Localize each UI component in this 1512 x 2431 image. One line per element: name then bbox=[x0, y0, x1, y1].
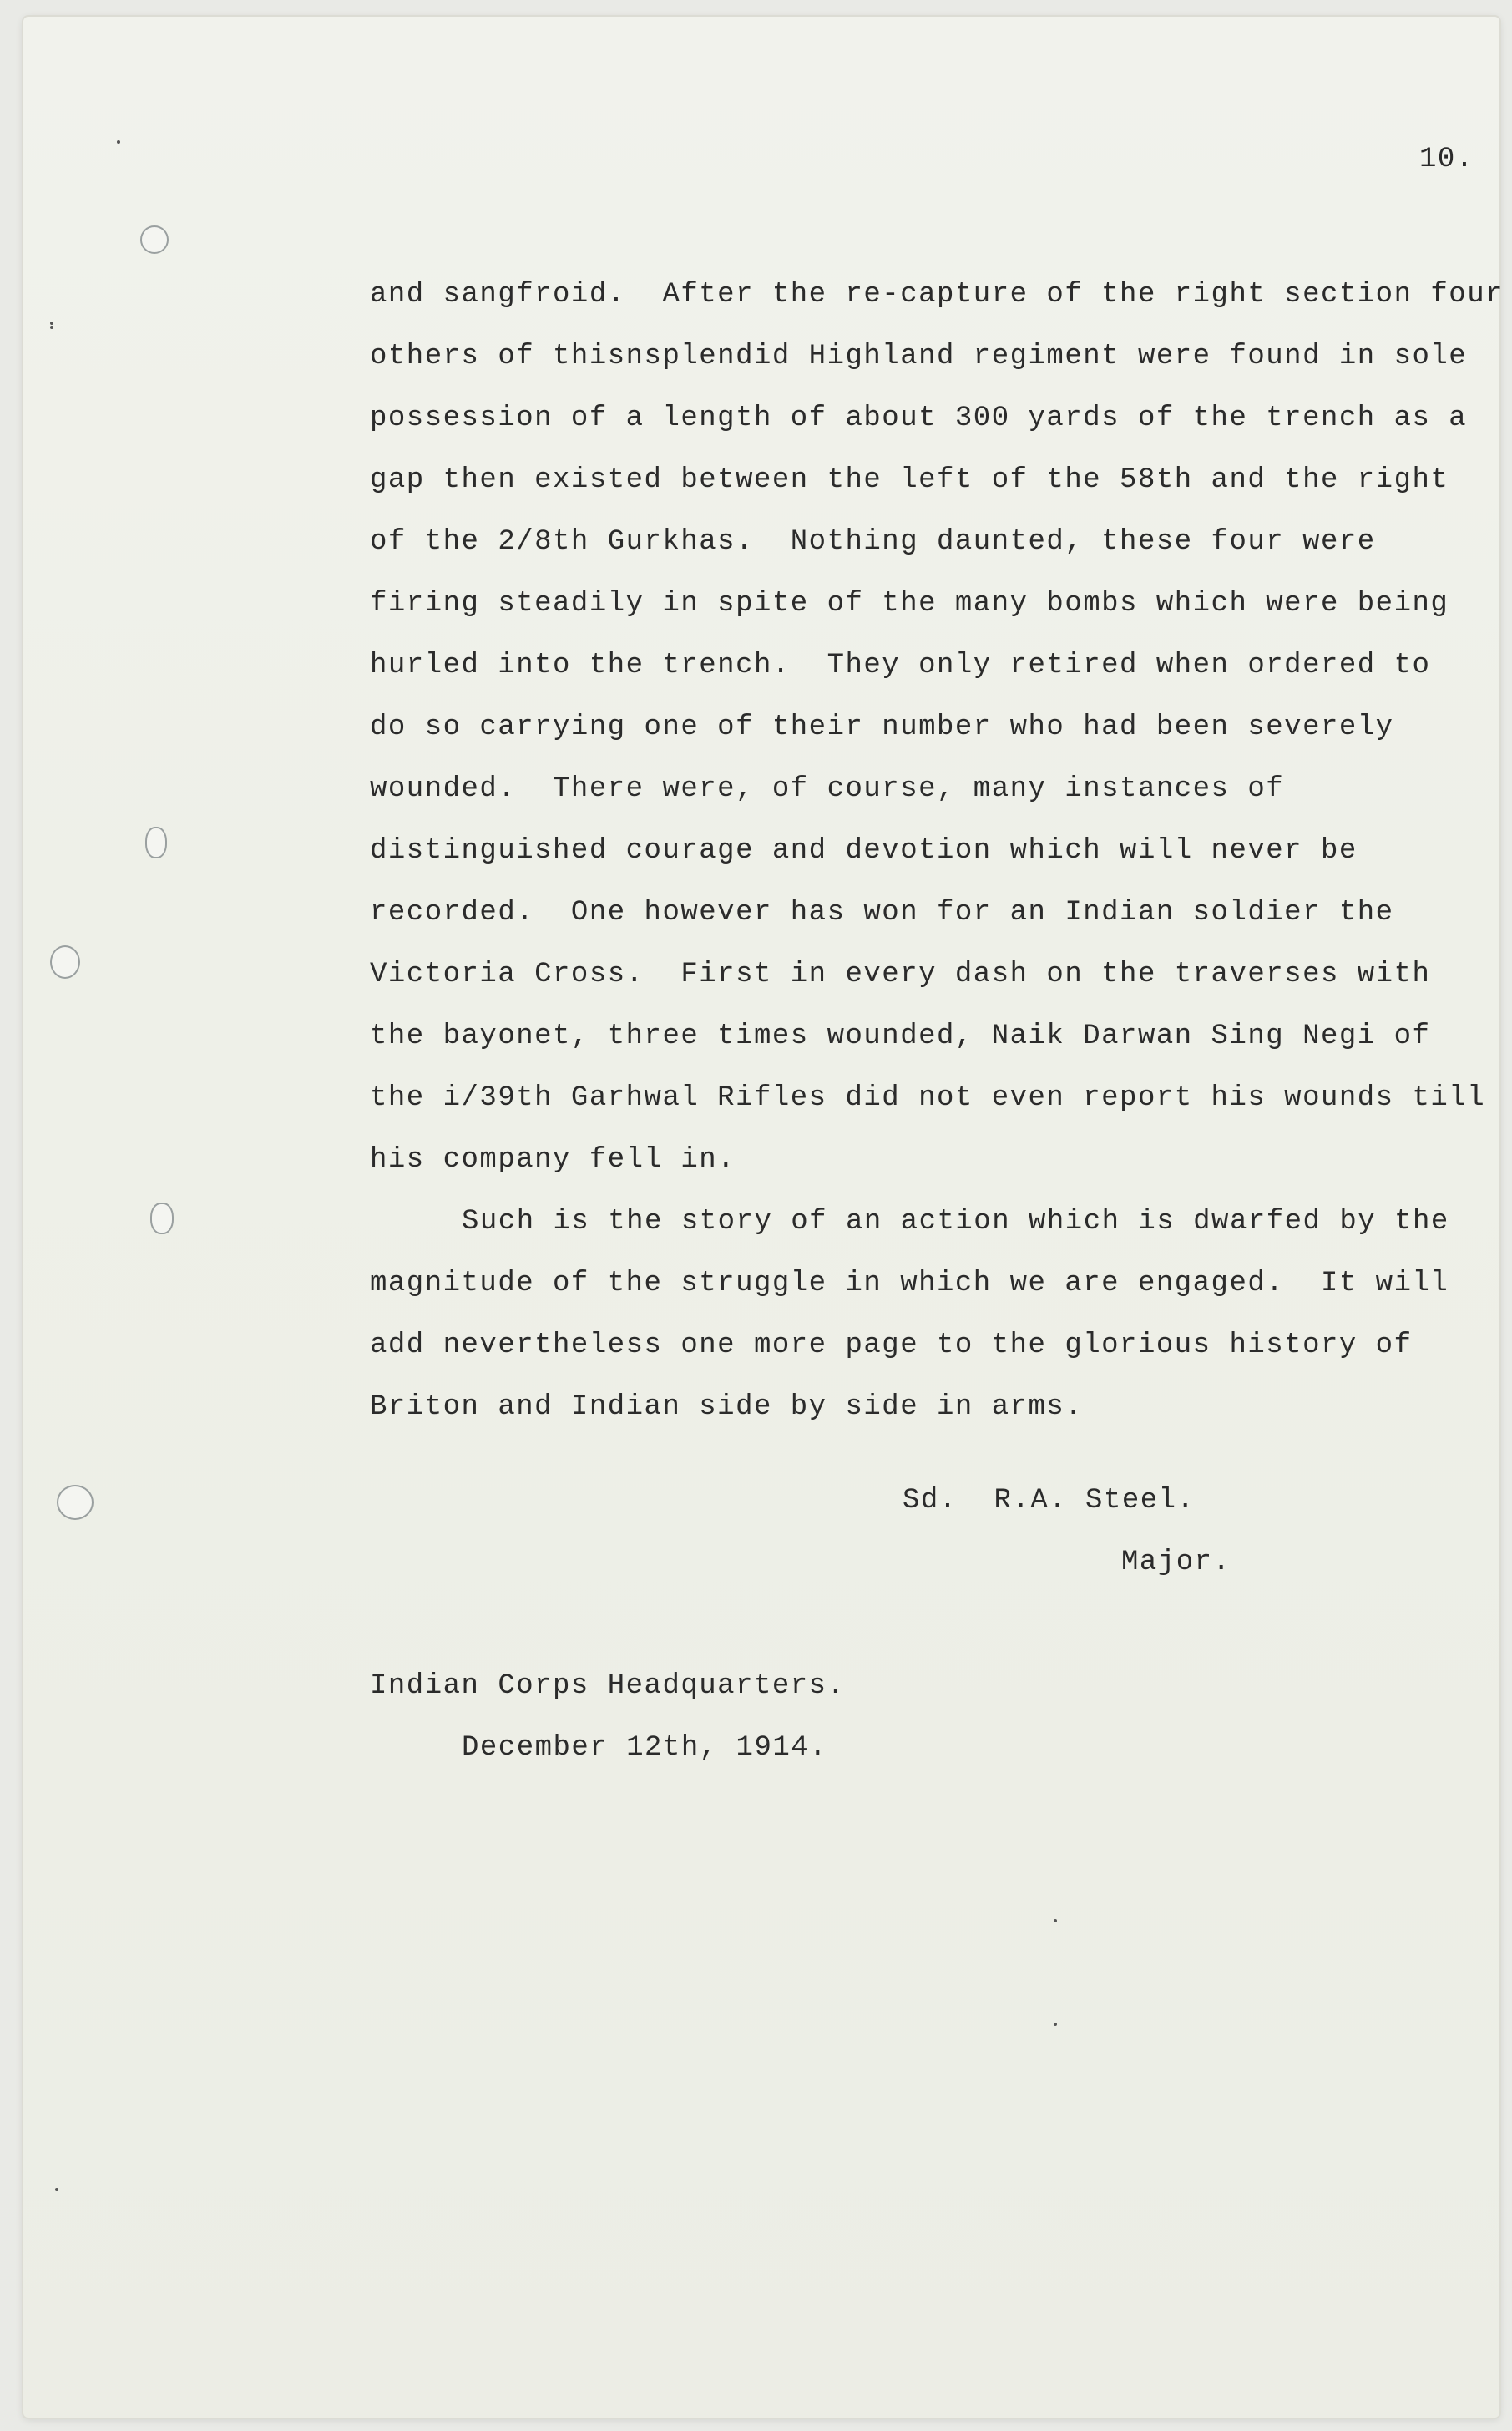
body-line: the i/39th Garhwal Rifles did not even report his wounds till bbox=[370, 1082, 1486, 1114]
body-line: wounded. There were, of course, many instances of bbox=[370, 773, 1285, 805]
page-number: 10. bbox=[1419, 144, 1474, 175]
paper-speck bbox=[1054, 1919, 1057, 1922]
body-line: of the 2/8th Gurkhas. Nothing daunted, these four were bbox=[370, 526, 1376, 558]
body-line: recorded. One however has won for an Indian soldier the bbox=[370, 897, 1394, 929]
paper-speck bbox=[1054, 2023, 1057, 2026]
punch-hole-marking bbox=[57, 1485, 94, 1520]
body-line: do so carrying one of their number who had been severely bbox=[370, 712, 1394, 743]
punch-hole-marking bbox=[50, 945, 80, 979]
body-line: and sangfroid. After the re-capture of the right section four bbox=[370, 279, 1504, 311]
paper-speck bbox=[55, 2188, 58, 2191]
body-line: possession of a length of about 300 yards of the trench as a bbox=[370, 403, 1468, 434]
paper-speck bbox=[50, 322, 53, 325]
paragraph-line: Such is the story of an action which is dwarfed by the bbox=[462, 1206, 1449, 1238]
body-line: firing steadily in spite of the many bombs which were being bbox=[370, 588, 1449, 620]
punch-hole-marking bbox=[150, 1203, 174, 1234]
paper-speck bbox=[50, 326, 53, 329]
signature-rank: Major. bbox=[1121, 1547, 1231, 1578]
headquarters-line: Indian Corps Headquarters. bbox=[370, 1670, 846, 1702]
paragraph-line: Briton and Indian side by side in arms. bbox=[370, 1391, 1084, 1423]
body-line: distinguished courage and devotion which will never be bbox=[370, 835, 1358, 867]
body-line: gap then existed between the left of the 58th and the right bbox=[370, 464, 1449, 496]
body-line: others of thisnsplendid Highland regiment were found in sole bbox=[370, 341, 1468, 372]
body-line: hurled into the trench. They only retired when ordered to bbox=[370, 650, 1431, 681]
paragraph-line: magnitude of the struggle in which we are engaged. It will bbox=[370, 1268, 1449, 1299]
punch-hole-marking bbox=[140, 225, 169, 254]
punch-hole-marking bbox=[145, 827, 167, 858]
body-line: the bayonet, three times wounded, Naik Darwan Sing Negi of bbox=[370, 1021, 1431, 1052]
paper-speck bbox=[117, 140, 120, 144]
typed-document-page bbox=[23, 17, 1504, 2418]
signature-name: Sd. R.A. Steel. bbox=[903, 1485, 1196, 1517]
paragraph-line: add nevertheless one more page to the glorious history of bbox=[370, 1329, 1413, 1361]
body-line: his company fell in. bbox=[370, 1144, 736, 1176]
document-date: December 12th, 1914. bbox=[462, 1732, 828, 1764]
body-line: Victoria Cross. First in every dash on the traverses with bbox=[370, 959, 1431, 990]
